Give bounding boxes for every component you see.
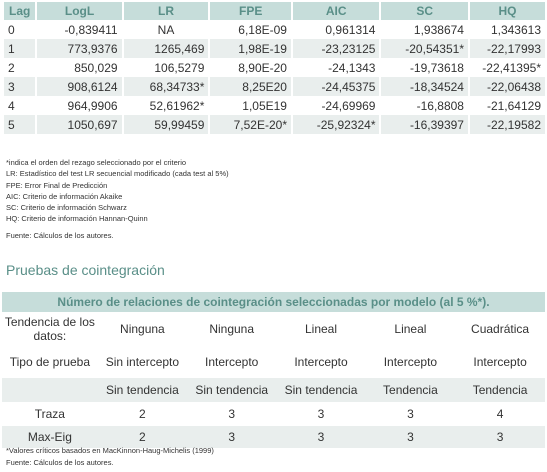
table-cell: -19,73618 bbox=[409, 60, 464, 75]
note-line: LR: Estadístico del test LR secuencial modificado (cada test al 5%) bbox=[6, 169, 229, 179]
note-line: *indica el orden del rezago seleccionado por el criterio bbox=[6, 158, 187, 167]
table-cell: 1050,697 bbox=[37, 115, 121, 134]
table-cell: 4 bbox=[8, 98, 15, 113]
table-cell: 1,98E-19 bbox=[210, 39, 291, 58]
table-cell: 52,61962* bbox=[149, 98, 205, 113]
table-row bbox=[2, 402, 545, 426]
table-cell: 0,961314 bbox=[325, 22, 376, 37]
table-cell: Intercepto bbox=[473, 355, 527, 369]
table-cell: Tendencia bbox=[366, 378, 455, 402]
header-lag: Lag bbox=[4, 2, 35, 20]
table-cell: Cuadrática bbox=[471, 322, 530, 336]
table-cell: 3 bbox=[276, 426, 365, 448]
table-cell: -0,839411 bbox=[64, 22, 118, 37]
table-cell: 964,9906 bbox=[67, 98, 118, 113]
table-header-row bbox=[4, 2, 545, 20]
table-cell: 3 bbox=[228, 407, 236, 421]
note-line: HQ: Criterio de información Hannan-Quinn bbox=[6, 214, 148, 224]
table-cell: -22,06438 bbox=[470, 77, 545, 96]
table-cell: Intercepto bbox=[383, 355, 438, 369]
header-logl: LogL bbox=[37, 2, 121, 20]
table-cell: 3 bbox=[366, 426, 455, 448]
table-cell: -16,8808 bbox=[416, 98, 464, 113]
row-label: Max-Eig bbox=[2, 426, 98, 448]
table-row bbox=[4, 115, 545, 134]
table-cell: Lineal bbox=[394, 322, 427, 336]
table-row bbox=[2, 426, 545, 448]
table-cell: 1,938674 bbox=[413, 22, 464, 37]
table-cell: 68,34733* bbox=[124, 77, 209, 96]
table-cell: 850,029 bbox=[74, 60, 118, 75]
table-cell: Sin tendencia bbox=[187, 378, 276, 402]
table-cell: 1 bbox=[4, 39, 35, 58]
table-cell: -24,1343 bbox=[328, 60, 376, 75]
table-cell: 8,25E20 bbox=[210, 77, 291, 96]
table-caption-row bbox=[2, 292, 545, 312]
table-cell: 5 bbox=[4, 115, 35, 134]
table-cell: Lineal bbox=[304, 322, 338, 336]
table-cell: 2 bbox=[98, 426, 187, 448]
table-cell: Ninguna bbox=[209, 322, 255, 336]
table-row bbox=[4, 39, 545, 58]
table-cell: Tendencia bbox=[455, 378, 545, 402]
table-cell: 3 bbox=[317, 407, 325, 421]
source-note: Fuente: Cálculos de los autores. bbox=[6, 458, 114, 467]
row-label bbox=[2, 378, 98, 402]
table-cell: 2 bbox=[139, 407, 146, 421]
table-cell: 2 bbox=[8, 60, 15, 75]
table-row bbox=[4, 96, 545, 115]
table-cell: 4 bbox=[496, 407, 504, 421]
table-cell: 7,52E-20* bbox=[210, 115, 291, 134]
section-title: Pruebas de cointegración bbox=[6, 262, 165, 278]
table-cell: -22,17993 bbox=[470, 39, 545, 58]
table-row bbox=[4, 77, 545, 96]
table-cell: 908,6124 bbox=[37, 77, 121, 96]
table-cell: 1,343613 bbox=[490, 22, 541, 37]
header-aic: AIC bbox=[293, 2, 380, 20]
table-cell: -20,54351* bbox=[381, 39, 468, 58]
table-cell: 3 bbox=[187, 426, 276, 448]
critical-values-note: *Valores críticos basados en MacKinnon-Haug-Michelis (1999) bbox=[6, 446, 214, 455]
table-row bbox=[2, 312, 545, 346]
row-label: Tipo de prueba bbox=[9, 355, 91, 369]
header-sc: SC bbox=[381, 2, 468, 20]
table-cell: -25,92324* bbox=[293, 115, 380, 134]
source-note: Fuente: Cálculos de los autores. bbox=[6, 231, 114, 240]
table-cell: -24,69969 bbox=[321, 98, 376, 113]
table-cell: NA bbox=[157, 22, 175, 37]
row-label: Tendencia de los datos: bbox=[4, 315, 95, 343]
table-cell: -22,41395* bbox=[482, 60, 541, 75]
cointegration-table bbox=[2, 292, 545, 448]
table-notes bbox=[6, 157, 229, 225]
table-caption: Número de relaciones de cointegración seleccionadas por modelo (al 5 %*). bbox=[2, 292, 545, 312]
table-cell: 773,9376 bbox=[37, 39, 121, 58]
table-cell: 3 bbox=[407, 407, 414, 421]
table-cell: Sin intercepto bbox=[105, 355, 180, 369]
table-cell: Ninguna bbox=[120, 322, 165, 336]
table-cell: 1265,469 bbox=[124, 39, 209, 58]
header-lr: LR bbox=[124, 2, 209, 20]
table-cell: 59,99459 bbox=[124, 115, 209, 134]
table-cell: -16,39397 bbox=[381, 115, 468, 134]
table-cell: -23,23125 bbox=[293, 39, 380, 58]
table-cell: -22,19582 bbox=[470, 115, 545, 134]
table-row bbox=[2, 378, 545, 402]
note-line: FPE: Error Final de Predicción bbox=[6, 180, 108, 190]
table-cell: -21,64129 bbox=[486, 98, 541, 113]
table-cell: -24,45375 bbox=[293, 77, 380, 96]
table-cell: 106,5279 bbox=[154, 60, 205, 75]
table-cell: Sin tendencia bbox=[98, 378, 187, 402]
table-cell: Intercepto bbox=[294, 355, 348, 369]
table-row bbox=[4, 20, 545, 39]
note-line: AIC: Criterio de información Akaike bbox=[6, 191, 123, 201]
header-hq: HQ bbox=[470, 2, 545, 20]
header-fpe: FPE bbox=[210, 2, 291, 20]
table-cell: 6,18E-09 bbox=[238, 22, 287, 37]
table-cell: 1,05E19 bbox=[242, 98, 287, 113]
row-label: Traza bbox=[34, 407, 65, 421]
table-row bbox=[2, 346, 545, 378]
table-cell: 3 bbox=[455, 426, 545, 448]
table-cell: 3 bbox=[4, 77, 35, 96]
note-line: SC: Criterio de información Schwarz bbox=[6, 203, 127, 213]
table-cell: 0 bbox=[8, 22, 15, 37]
table-row bbox=[4, 58, 545, 77]
table-cell: 8,90E-20 bbox=[238, 60, 287, 75]
lag-selection-table bbox=[2, 2, 547, 134]
table-cell: Intercepto bbox=[204, 355, 259, 369]
table-cell: -18,34524 bbox=[381, 77, 468, 96]
table-cell: Sin tendencia bbox=[276, 378, 365, 402]
